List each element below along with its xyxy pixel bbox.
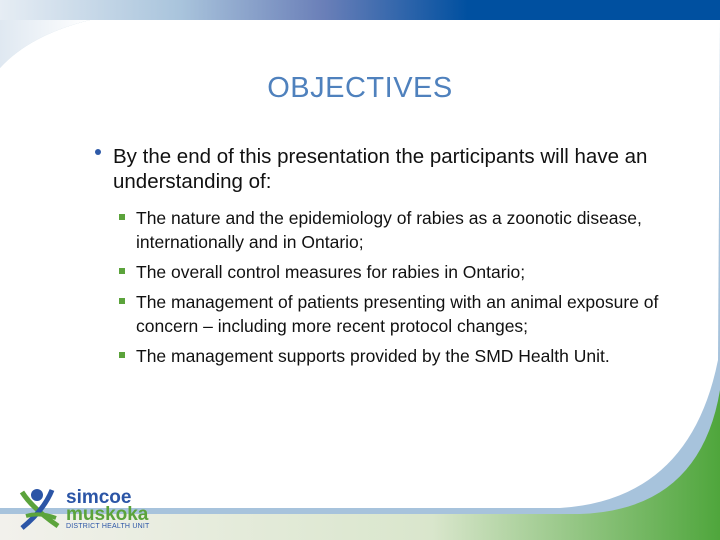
- sub-bullet: [136, 290, 706, 338]
- main-bullet-text: By the end of this presentation the participants will have an understanding of:: [113, 145, 648, 193]
- logo-line-muskoka: muskoka: [66, 504, 149, 525]
- logo-line-simcoe: simcoe: [66, 487, 132, 508]
- square-bullet-icon: [119, 268, 125, 274]
- slide-title: OBJECTIVES: [267, 72, 453, 104]
- sub-bullet-text: The overall control measures for rabies in Ontario;: [136, 262, 526, 282]
- sub-bullet-text: The management of patients presenting with an animal exposure of concern – including more recent protocol changes;: [136, 292, 659, 336]
- sub-bullet: [136, 260, 706, 284]
- sub-bullet-list: [136, 206, 706, 374]
- simcoe-muskoka-logo-icon: [18, 486, 60, 532]
- bullet-dot-icon: [95, 149, 101, 155]
- logo-line-district: DISTRICT HEALTH UNIT: [66, 523, 150, 530]
- logo-text: [66, 487, 150, 530]
- sub-bullet-text: The management supports provided by the SMD Health Unit.: [136, 346, 610, 366]
- square-bullet-icon: [119, 352, 125, 358]
- square-bullet-icon: [119, 214, 125, 220]
- sub-bullet: [136, 344, 706, 368]
- main-bullet: [113, 144, 693, 194]
- sub-bullet-text: The nature and the epidemiology of rabies as a zoonotic disease, internationally and in Ontario;: [136, 208, 642, 252]
- sub-bullet: [136, 206, 706, 254]
- square-bullet-icon: [119, 298, 125, 304]
